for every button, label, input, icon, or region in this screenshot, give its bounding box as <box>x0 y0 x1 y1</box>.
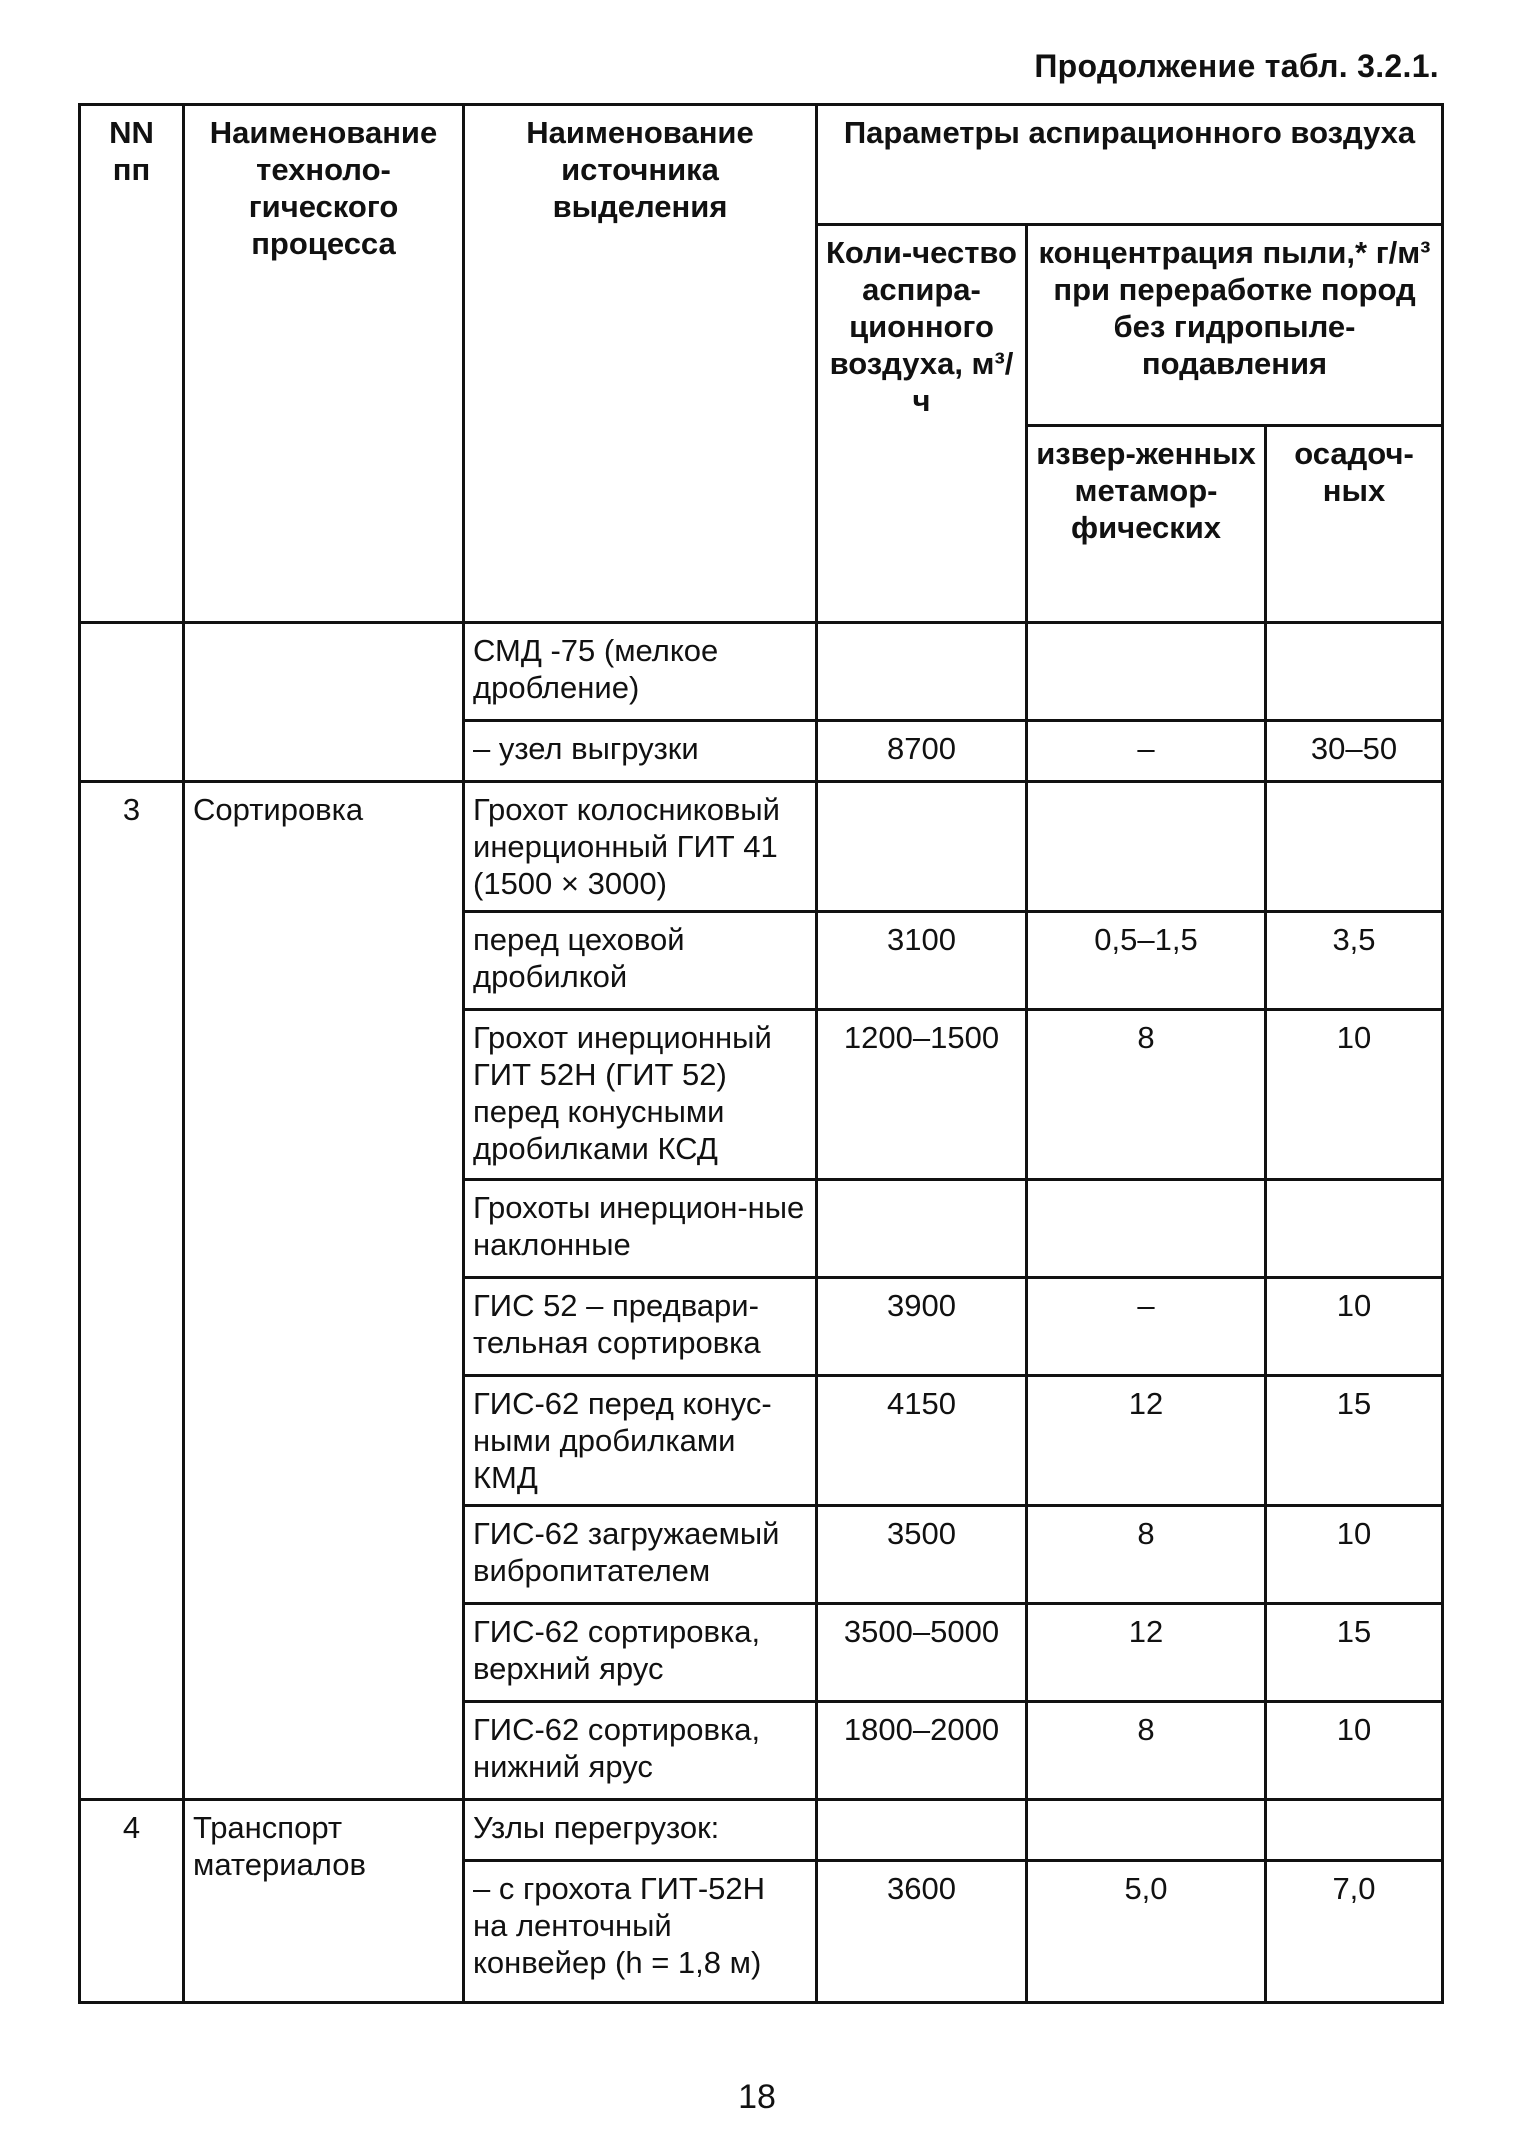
cell-amount: 3500–5000 <box>817 1604 1027 1702</box>
cell-sedimentary: 15 <box>1266 1604 1443 1702</box>
cell-sedimentary: 30–50 <box>1266 721 1443 782</box>
cell-amount <box>817 623 1027 721</box>
cell-amount: 3100 <box>817 912 1027 1010</box>
cell-source: ГИС-62 сортировка, нижний ярус <box>464 1702 817 1800</box>
header-source: Наименование источника выделения <box>464 105 817 623</box>
cell-source: ГИС-62 загружаемый вибропитателем <box>464 1506 817 1604</box>
cell-source: перед цеховой дробилкой <box>464 912 817 1010</box>
cell-amount: 8700 <box>817 721 1027 782</box>
cell-sedimentary: 10 <box>1266 1702 1443 1800</box>
table-row <box>80 1800 1443 1861</box>
cell-sedimentary <box>1266 1800 1443 1861</box>
header-amount: Коли-чество аспира-ционного воздуха, м³/ч <box>817 225 1027 623</box>
cell-nn: 3 <box>80 782 184 1800</box>
header-igneous: извер-женных метамор-фических <box>1027 426 1266 623</box>
cell-amount: 4150 <box>817 1376 1027 1506</box>
cell-nn: 4 <box>80 1800 184 2003</box>
cell-sedimentary: 3,5 <box>1266 912 1443 1010</box>
table-body <box>80 623 1443 2003</box>
cell-igneous <box>1027 1180 1266 1278</box>
cell-igneous: 8 <box>1027 1702 1266 1800</box>
cell-source: ГИС 52 – предвари-тельная сортировка <box>464 1278 817 1376</box>
cell-sedimentary <box>1266 1180 1443 1278</box>
cell-source: ГИС-62 сортировка, верхний ярус <box>464 1604 817 1702</box>
cell-amount: 1200–1500 <box>817 1010 1027 1180</box>
cell-nn <box>80 623 184 782</box>
header-nn: NN пп <box>80 105 184 623</box>
cell-source: – узел выгрузки <box>464 721 817 782</box>
cell-sedimentary <box>1266 782 1443 912</box>
cell-source: Узлы перегрузок: <box>464 1800 817 1861</box>
data-table <box>78 103 1444 2004</box>
cell-source: Грохоты инерцион-ные наклонные <box>464 1180 817 1278</box>
cell-sedimentary: 10 <box>1266 1278 1443 1376</box>
header-sedimentary: осадоч-ных <box>1266 426 1443 623</box>
cell-igneous: 0,5–1,5 <box>1027 912 1266 1010</box>
cell-igneous <box>1027 623 1266 721</box>
cell-process: Транспорт материалов <box>184 1800 464 2003</box>
cell-igneous: 12 <box>1027 1376 1266 1506</box>
cell-source: – с грохота ГИТ-52Н на ленточный конвейер (h = 1,8 м) <box>464 1861 817 2003</box>
cell-amount: 1800–2000 <box>817 1702 1027 1800</box>
page-number: 18 <box>738 2078 776 2116</box>
cell-sedimentary: 10 <box>1266 1010 1443 1180</box>
cell-amount <box>817 1180 1027 1278</box>
cell-amount <box>817 1800 1027 1861</box>
cell-amount <box>817 782 1027 912</box>
cell-amount: 3600 <box>817 1861 1027 2003</box>
cell-source: СМД -75 (мелкое дробление) <box>464 623 817 721</box>
cell-source: Грохот инерционный ГИТ 52Н (ГИТ 52) перед конусными дробилками КСД <box>464 1010 817 1180</box>
cell-sedimentary: 7,0 <box>1266 1861 1443 2003</box>
table-row <box>80 623 1443 721</box>
header-process: Наименование техноло-гического процесса <box>184 105 464 623</box>
cell-source: ГИС-62 перед конус-ными дробилками КМД <box>464 1376 817 1506</box>
cell-amount: 3900 <box>817 1278 1027 1376</box>
header-concentration: концентрация пыли,* г/м³ при переработке пород без гидропыле-подавления <box>1027 225 1443 426</box>
cell-source: Грохот колосниковый инерционный ГИТ 41 (1500 × 3000) <box>464 782 817 912</box>
table-row <box>80 782 1443 912</box>
cell-process: Сортировка <box>184 782 464 1800</box>
cell-sedimentary <box>1266 623 1443 721</box>
cell-igneous: 8 <box>1027 1010 1266 1180</box>
cell-igneous: 12 <box>1027 1604 1266 1702</box>
table-caption: Продолжение табл. 3.2.1. <box>1034 48 1439 84</box>
cell-sedimentary: 15 <box>1266 1376 1443 1506</box>
cell-sedimentary: 10 <box>1266 1506 1443 1604</box>
header-params: Параметры аспирационного воздуха <box>817 105 1443 225</box>
cell-amount: 3500 <box>817 1506 1027 1604</box>
cell-igneous: 8 <box>1027 1506 1266 1604</box>
cell-igneous: – <box>1027 721 1266 782</box>
cell-igneous <box>1027 782 1266 912</box>
cell-igneous <box>1027 1800 1266 1861</box>
cell-igneous: 5,0 <box>1027 1861 1266 2003</box>
cell-process <box>184 623 464 782</box>
cell-igneous: – <box>1027 1278 1266 1376</box>
